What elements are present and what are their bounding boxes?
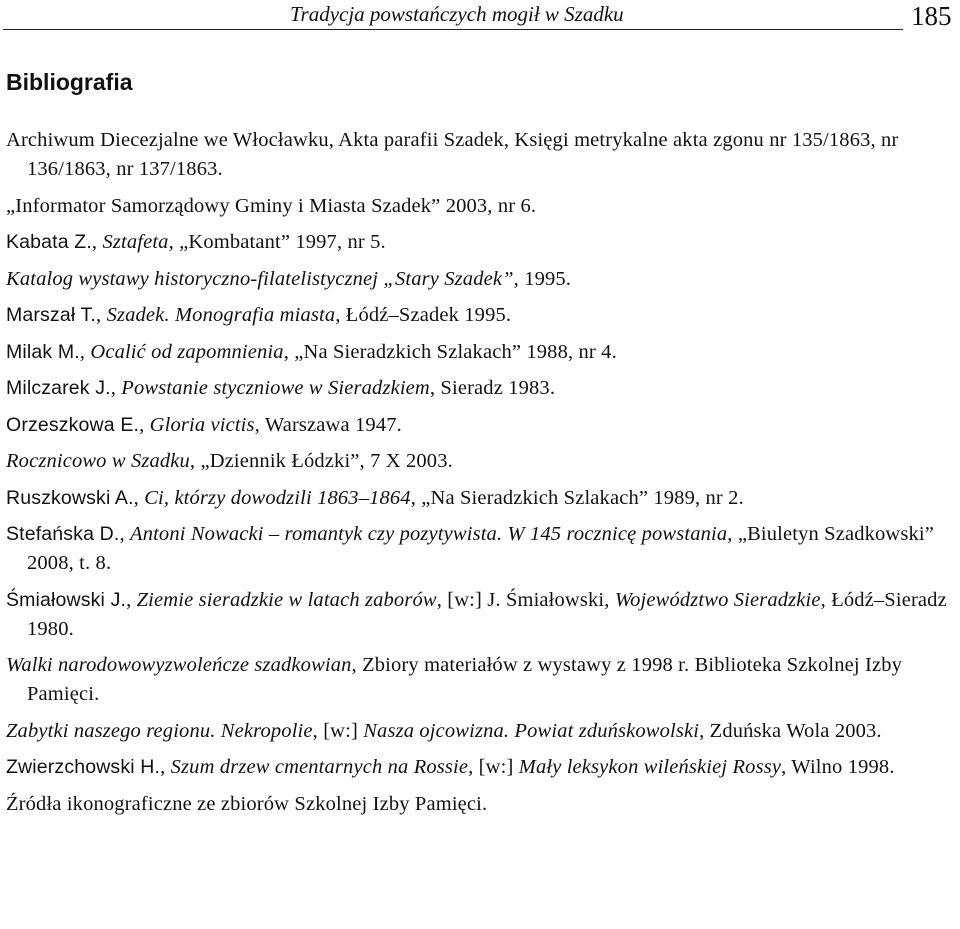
bibliography-entry (6, 301, 956, 330)
entry-text: , Zduńska Wola 2003. (699, 719, 882, 742)
running-header (0, 0, 960, 36)
entry-text: , (119, 523, 131, 545)
entry-text: „Informator Samorządowy Gminy i Miasta Szadek” 2003, nr 6. (6, 194, 537, 217)
entry-text: , (126, 588, 137, 611)
entry-text: , [w:] J. Śmiałowski, (436, 588, 615, 611)
work-title: Ziemie sieradzkie w latach zaborów (136, 588, 437, 611)
work-title: Szum drzew cmentarnych na Rossie (170, 756, 469, 778)
entry-text: , (133, 486, 145, 509)
work-title: Sztafeta (102, 231, 169, 253)
entry-text: , Zbiory materiałów z wystawy z 1998 r. Biblioteka Szkolnej Izby Pamięci. (27, 654, 902, 705)
entry-text: , (79, 340, 91, 363)
entry-text: , „Na Sieradzkich Szlakach” 1988, nr 4. (283, 340, 617, 363)
bibliography-entry (6, 228, 956, 257)
entry-text: , Warszawa 1947. (254, 413, 402, 436)
bibliography-entry (6, 753, 956, 782)
work-title: Katalog wystawy historyczno-filatelistycznej „Stary Szadek” (6, 267, 514, 290)
author-name: Stefańska D. (6, 523, 120, 545)
work-title: Gloria victis (149, 413, 255, 436)
bibliography-list (6, 126, 956, 826)
entry-text: , (96, 304, 107, 326)
entry-text: Archiwum Diecezjalne we Włocławku, Akta parafii Szadek, Księgi metrykalne akta zgonu nr 135/1863, nr 136/1863, nr 137/1863. (6, 129, 899, 180)
entry-text: , (139, 413, 150, 436)
entry-text: , Łódź–Szadek 1995. (335, 304, 512, 326)
author-name: Orzeszkowa E. (6, 413, 140, 436)
work-title: Ci, którzy dowodzili 1863–1864 (144, 486, 411, 509)
section-title: Bibliografia (6, 69, 133, 95)
author-name: Zwierzchowski H. (6, 756, 161, 778)
author-name: Ruszkowski A. (6, 486, 134, 509)
author-name: Milak M. (6, 340, 80, 363)
entry-text: , [w:] (312, 719, 364, 742)
author-name: Śmiałowski J. (6, 588, 127, 611)
work-title: Szadek. Monografia miasta (106, 304, 336, 326)
bibliography-entry (6, 265, 956, 294)
entry-text: , (160, 756, 171, 778)
running-title: Tradycja powstańczych mogił w Szadku (290, 2, 624, 26)
work-title: Walki narodowowyzwoleńcze szadkowian (6, 654, 352, 676)
bibliography-entry (6, 586, 956, 644)
work-title: Mały leksykon wileńskiej Rossy (518, 756, 782, 778)
entry-text: , Wilno 1998. (781, 756, 895, 778)
work-title: Antoni Nowacki – romantyk czy pozytywista. W 145 rocznicę powstania (130, 523, 728, 545)
bibliography-entry (6, 192, 956, 221)
bibliography-entry (6, 790, 956, 819)
bibliography-entry (6, 374, 956, 403)
entry-text: , Sieradz 1983. (429, 377, 556, 399)
work-title: Ocalić od zapomnienia (90, 340, 284, 363)
entry-text: , „Biuletyn Szadkowski” 2008, t. 8. (27, 523, 934, 574)
entry-text: , „Kombatant” 1997, nr 5. (168, 231, 386, 253)
bibliography-entry (6, 651, 956, 709)
page-number: 185 (911, 1, 952, 31)
entry-text: , [w:] (468, 756, 519, 778)
bibliography-entry (6, 447, 956, 476)
work-title: Powstanie styczniowe w Sieradzkiem (121, 377, 430, 399)
work-title: Województwo Sieradzkie (614, 588, 821, 611)
bibliography-entry (6, 717, 956, 746)
header-rule (3, 29, 903, 30)
work-title: Rocznicowo w Szadku (6, 450, 190, 472)
author-name: Milczarek J. (6, 377, 111, 399)
bibliography-entry (6, 411, 956, 440)
entry-text: Źródła ikonograficzne ze zbiorów Szkolnej Izby Pamięci. (6, 792, 488, 815)
work-title: Nasza ojcowizna. Powiat zduńskowolski (363, 719, 700, 742)
entry-text: , Łódź–Sieradz 1980. (27, 588, 947, 640)
entry-text: , (110, 377, 122, 399)
bibliography-entry (6, 338, 956, 367)
bibliography-entry (6, 484, 956, 513)
bibliography-entry (6, 520, 956, 578)
entry-text: , „Dziennik Łódzki”, 7 X 2003. (189, 450, 453, 472)
entry-text: , 1995. (513, 267, 572, 290)
author-name: Kabata Z. (6, 231, 92, 253)
author-name: Marszał T. (6, 304, 96, 326)
entry-text: , „Na Sieradzkich Szlakach” 1989, nr 2. (410, 486, 744, 509)
entry-text: , (91, 231, 103, 253)
work-title: Zabytki naszego regionu. Nekropolie (6, 719, 313, 742)
bibliography-entry (6, 126, 956, 184)
